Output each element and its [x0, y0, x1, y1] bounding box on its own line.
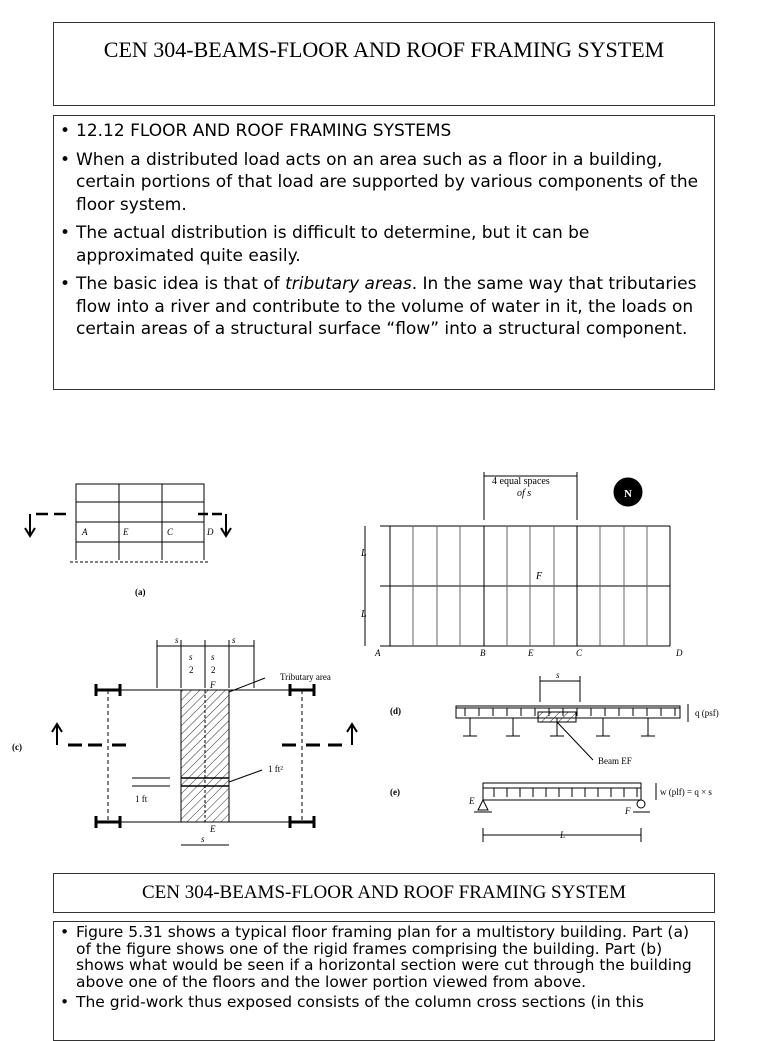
dim-label: 2 [211, 665, 216, 675]
dim-label: 2 [189, 665, 194, 675]
bullet-item [60, 222, 706, 267]
dim-label: s [201, 834, 205, 844]
bullet-text [76, 273, 706, 341]
bullet-text: The actual distribution is difficult to determine, but it can be approximated quite easily. [76, 223, 590, 266]
spacing-label: of s [517, 488, 532, 499]
spacing-label: 4 equal spaces [492, 476, 550, 487]
bullet-item [60, 273, 706, 341]
dim-label: s [232, 635, 236, 645]
dim-label: s [189, 652, 193, 662]
beam-label: F [536, 571, 543, 582]
span-label: L [361, 609, 367, 620]
beam-label: Beam EF [598, 756, 632, 766]
dim-label: s [211, 652, 215, 662]
framing-figure [0, 440, 768, 865]
bullet-text-italic: tributary areas [285, 274, 412, 294]
plan-label: D [676, 648, 683, 658]
bullet-item [60, 120, 706, 143]
bullet-marker: • [60, 121, 71, 141]
tributary-label: Tributary area [280, 672, 331, 682]
slide-title-2-text: CEN 304-BEAMS-FLOOR AND ROOF FRAMING SYSTEM [141, 882, 627, 903]
bullet-marker: • [60, 274, 71, 294]
slide-title-2 [53, 873, 715, 913]
bullet-text: 12.12 FLOOR AND ROOF FRAMING SYSTEMS [76, 121, 452, 141]
bullet-item [60, 149, 706, 217]
dim-label: s [175, 635, 179, 645]
dim-label: 1 ft [135, 794, 148, 804]
bullet-text-before: The basic idea is that of [76, 274, 286, 294]
caption-c: (c) [12, 742, 22, 752]
plan-label: E [528, 648, 534, 658]
figure-part-a [25, 484, 231, 562]
figure-part-c [52, 640, 357, 845]
bullet-list-2 [53, 921, 715, 1041]
bullet-marker: • [60, 993, 70, 1011]
span-label: L [560, 830, 566, 840]
load-label: w (plf) = q × s [660, 787, 712, 797]
node-label: E [469, 796, 475, 806]
bullet-text: When a distributed load acts on an area such as a floor in a building, certain portions of that load are supported by various components of the floor system. [76, 149, 699, 215]
node-label: F [625, 806, 631, 816]
figure-part-d [456, 676, 688, 760]
slide-title [53, 22, 715, 106]
slide-title-text: CEN 304-BEAMS-FLOOR AND ROOF FRAMING SYSTEM [103, 37, 665, 62]
frame-label: E [123, 527, 129, 537]
caption-a: (a) [135, 587, 146, 597]
bullet-item [60, 994, 706, 1011]
caption-d: (d) [390, 706, 401, 716]
plan-label: B [480, 648, 486, 658]
north-arrow-icon: N [624, 488, 632, 500]
frame-label: A [82, 527, 88, 537]
span-label: L [361, 548, 367, 559]
bullet-list [53, 115, 715, 390]
bullet-text: The grid-work thus exposed consists of the column cross sections (in this [76, 993, 644, 1011]
bullet-marker: • [60, 149, 71, 170]
caption-e: (e) [390, 787, 400, 797]
bullet-text: Figure 5.31 shows a typical floor framing plan for a multistory building. Part (a) of the figure shows one of the rigid frames comprising the building. Part (b) shows what would be seen if a horizontal section were cut through the building above one of the floors and the lower portion viewed from above. [76, 923, 692, 991]
frame-label: C [167, 527, 174, 537]
plan-label: C [576, 648, 583, 658]
dim-label: s [556, 670, 560, 680]
node-label: E [210, 824, 216, 834]
frame-label: D [207, 527, 214, 537]
plan-label: A [375, 648, 381, 658]
area-label: 1 ft² [268, 764, 283, 774]
bullet-text-after: . In the same way that tributaries flow into a river and contribute to the volume of water in it, the loads on certain areas of a structural surface “flow” into a structural component. [76, 274, 697, 339]
load-label: q (psf) [695, 708, 719, 718]
bullet-item [60, 924, 706, 990]
bullet-marker: • [60, 223, 71, 243]
bullet-marker: • [60, 923, 70, 941]
node-label: F [210, 680, 216, 690]
